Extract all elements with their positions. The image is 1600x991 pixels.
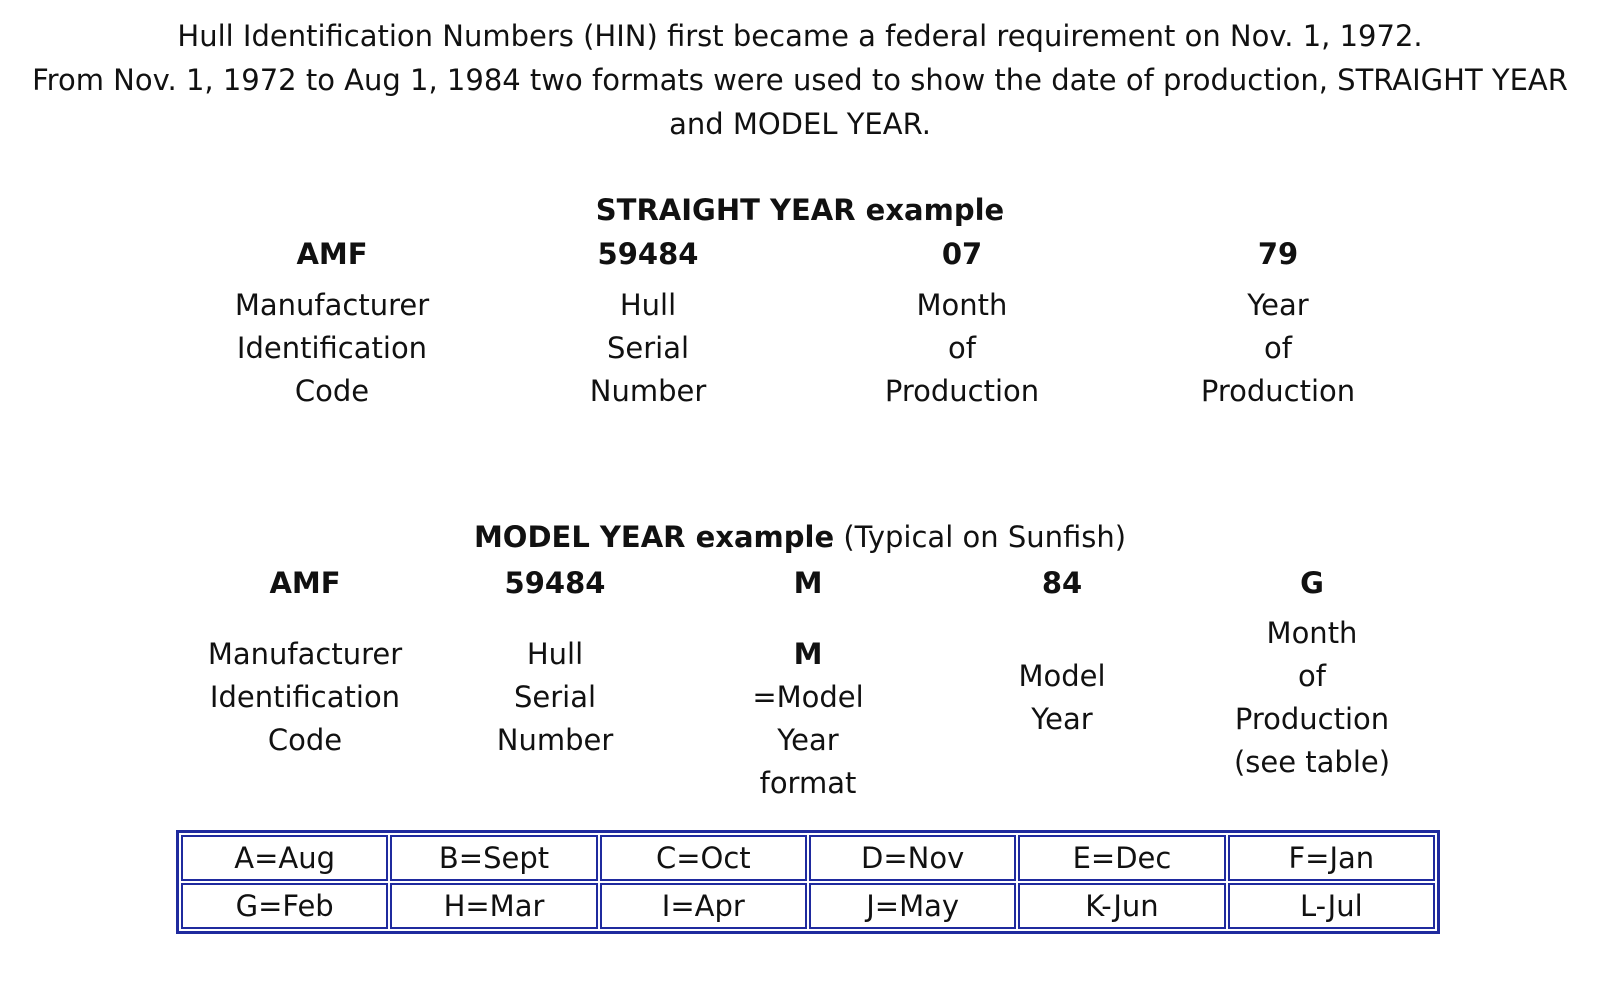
desc-line: Hull — [619, 288, 677, 322]
straight-col-manufacturer — [235, 234, 429, 413]
desc-line: Number — [589, 374, 707, 408]
month-code-table — [176, 830, 1440, 934]
model-code-hull-serial: 59484 — [504, 566, 606, 600]
desc-line: of — [948, 331, 976, 365]
model-col-hull-serial — [505, 563, 606, 603]
intro-text — [0, 14, 1600, 146]
desc-rest: =Model — [752, 680, 864, 714]
table-cell: D=Nov — [809, 835, 1016, 881]
desc-line: Manufacturer — [207, 637, 403, 671]
table-row — [181, 883, 1435, 929]
desc-line: (see table) — [1233, 745, 1391, 779]
table-cell: A=Aug — [181, 835, 388, 881]
model-col-manufacturer — [269, 563, 340, 603]
model-year-title — [0, 517, 1600, 557]
desc-line: Serial — [513, 680, 597, 714]
model-desc-manufacturer — [208, 633, 402, 762]
desc-line: Model — [1018, 659, 1106, 693]
table-cell: H=Mar — [390, 883, 597, 929]
desc-line: format — [759, 766, 857, 800]
table-cell: I=Apr — [600, 883, 807, 929]
table-cell: E=Dec — [1018, 835, 1225, 881]
model-code-format: M — [793, 566, 823, 600]
straight-year-title-text: STRAIGHT YEAR example — [595, 193, 1005, 227]
straight-col-month — [885, 234, 1039, 413]
straight-code-month: 07 — [941, 237, 983, 271]
intro-line-2: From Nov. 1, 1972 to Aug 1, 1984 two formats were used to show the date of production, STRAIGHT YEAR — [32, 63, 1568, 97]
straight-code-year: 79 — [1257, 237, 1299, 271]
desc-line — [752, 633, 863, 719]
model-col-format — [794, 563, 823, 603]
desc-line: Number — [496, 723, 614, 757]
straight-code-hull-serial: 59484 — [597, 237, 699, 271]
table-cell: K-Jun — [1018, 883, 1225, 929]
table-cell: C=Oct — [600, 835, 807, 881]
desc-line: Manufacturer — [234, 288, 430, 322]
model-col-month — [1300, 563, 1324, 603]
model-desc-format — [752, 633, 863, 805]
straight-year-title — [0, 190, 1600, 230]
model-code-manufacturer: AMF — [269, 566, 341, 600]
desc-line: Month — [1266, 616, 1358, 650]
table-cell: G=Feb — [181, 883, 388, 929]
desc-line: Identification — [236, 331, 428, 365]
desc-line: Production — [1234, 702, 1390, 736]
model-desc-month — [1234, 612, 1390, 784]
model-code-model-year: 84 — [1041, 566, 1083, 600]
desc-line: Production — [884, 374, 1040, 408]
table-cell: L-Jul — [1228, 883, 1435, 929]
desc-line: Year — [1247, 288, 1309, 322]
straight-desc-hull-serial — [590, 284, 707, 413]
model-col-model-year — [1042, 563, 1082, 603]
model-code-month: G — [1300, 566, 1324, 600]
straight-desc-manufacturer — [235, 284, 429, 413]
desc-line: Production — [1200, 374, 1356, 408]
intro-line-3: and MODEL YEAR. — [669, 107, 931, 141]
desc-line: Code — [294, 374, 370, 408]
desc-line: of — [1298, 659, 1326, 693]
intro-line-1: Hull Identification Numbers (HIN) first became a federal requirement on Nov. 1, 1972. — [177, 19, 1423, 53]
desc-line: Year — [777, 723, 839, 757]
desc-line: Hull — [526, 637, 584, 671]
model-desc-hull-serial — [497, 633, 614, 762]
straight-desc-year — [1201, 284, 1355, 413]
desc-line: Month — [916, 288, 1008, 322]
model-year-title-note: (Typical on Sunfish) — [834, 520, 1127, 554]
straight-col-hull-serial — [590, 234, 707, 413]
table-cell: F=Jan — [1228, 835, 1435, 881]
table-cell: J=May — [809, 883, 1016, 929]
straight-code-manufacturer: AMF — [296, 237, 368, 271]
table-cell: B=Sept — [390, 835, 597, 881]
desc-line: Serial — [606, 331, 690, 365]
desc-line: Year — [1031, 702, 1093, 736]
straight-col-year — [1201, 234, 1355, 413]
straight-desc-month — [885, 284, 1039, 413]
desc-bold-prefix: M — [793, 637, 823, 671]
desc-line: Code — [267, 723, 343, 757]
table-row — [181, 835, 1435, 881]
desc-line: of — [1264, 331, 1292, 365]
model-year-title-bold: MODEL YEAR example — [473, 520, 835, 554]
model-desc-model-year — [1018, 655, 1105, 741]
desc-line: Identification — [209, 680, 401, 714]
